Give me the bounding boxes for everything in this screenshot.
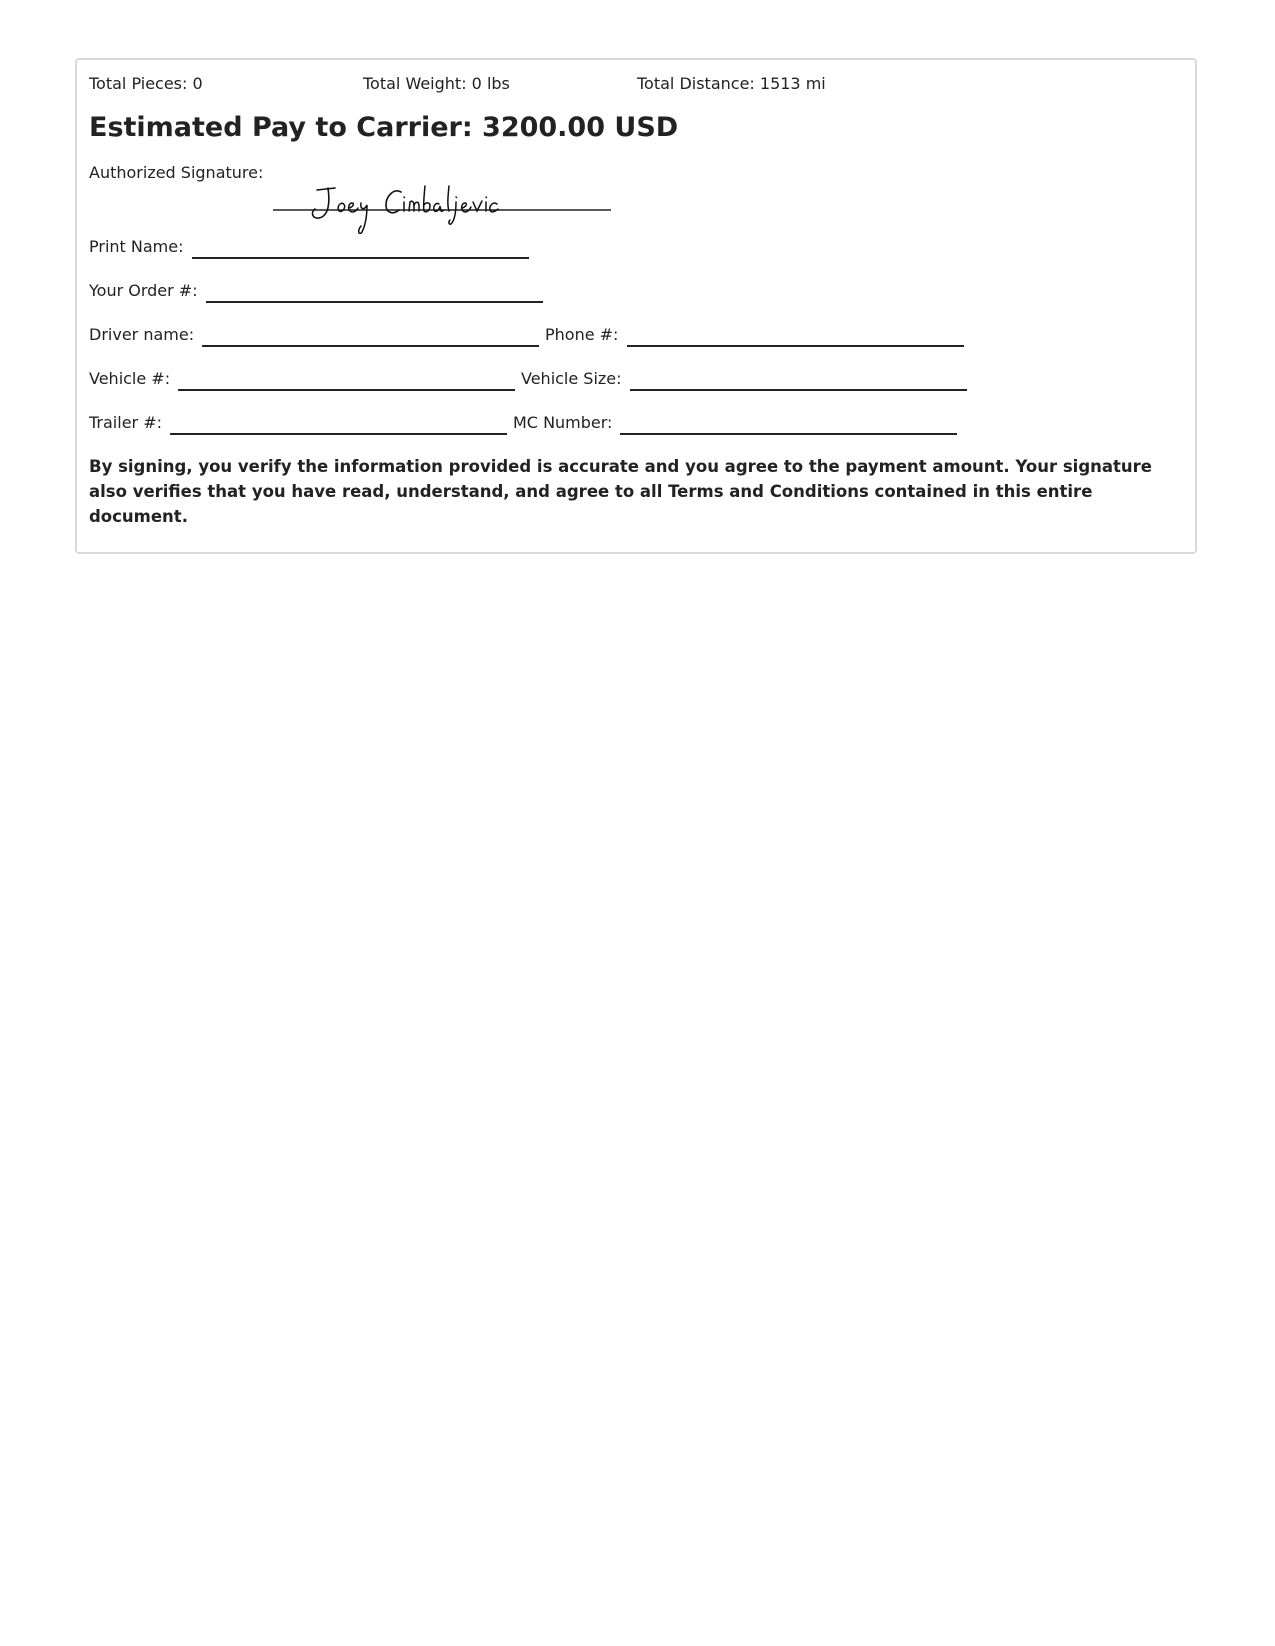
order-number-field[interactable]: [206, 301, 543, 303]
order-number-label: Your Order #:: [89, 281, 198, 300]
total-weight: Total Weight: 0 lbs: [363, 74, 510, 93]
carrier-confirmation-panel: [75, 58, 1197, 554]
mc-number-field[interactable]: [620, 433, 957, 435]
mc-number-label: MC Number:: [513, 413, 613, 432]
vehicle-size-label: Vehicle Size:: [521, 369, 622, 388]
driver-name-field[interactable]: [202, 345, 539, 347]
print-name-field[interactable]: [192, 257, 529, 259]
total-pieces: Total Pieces: 0: [89, 74, 203, 93]
trailer-number-label: Trailer #:: [89, 413, 162, 432]
print-name-row: [89, 237, 1185, 263]
authorized-signature-label: Authorized Signature:: [89, 163, 264, 182]
vehicle-number-field[interactable]: [178, 389, 515, 391]
driver-phone-row: [89, 325, 1185, 351]
signature-area[interactable]: [273, 178, 611, 234]
order-number-row: [89, 281, 1185, 307]
vehicle-size-field[interactable]: [630, 389, 967, 391]
total-distance: Total Distance: 1513 mi: [637, 74, 826, 93]
handwritten-signature: [273, 178, 611, 234]
vehicle-number-label: Vehicle #:: [89, 369, 171, 388]
trailer-mc-row: [89, 413, 1185, 439]
phone-field[interactable]: [627, 345, 964, 347]
totals-row: [89, 74, 989, 98]
phone-label: Phone #:: [545, 325, 619, 344]
trailer-number-field[interactable]: [170, 433, 507, 435]
vehicle-row: [89, 369, 1185, 395]
signature-agreement-notice: By signing, you verify the information provided is accurate and you agree to the payment amount. Your signature also verifies that you have read, understand, and agree to all Terms and Conditions contained in this entire document.: [89, 457, 1152, 526]
print-name-label: Print Name:: [89, 237, 184, 256]
driver-name-label: Driver name:: [89, 325, 195, 344]
estimated-pay-heading: Estimated Pay to Carrier: 3200.00 USD: [89, 112, 679, 143]
